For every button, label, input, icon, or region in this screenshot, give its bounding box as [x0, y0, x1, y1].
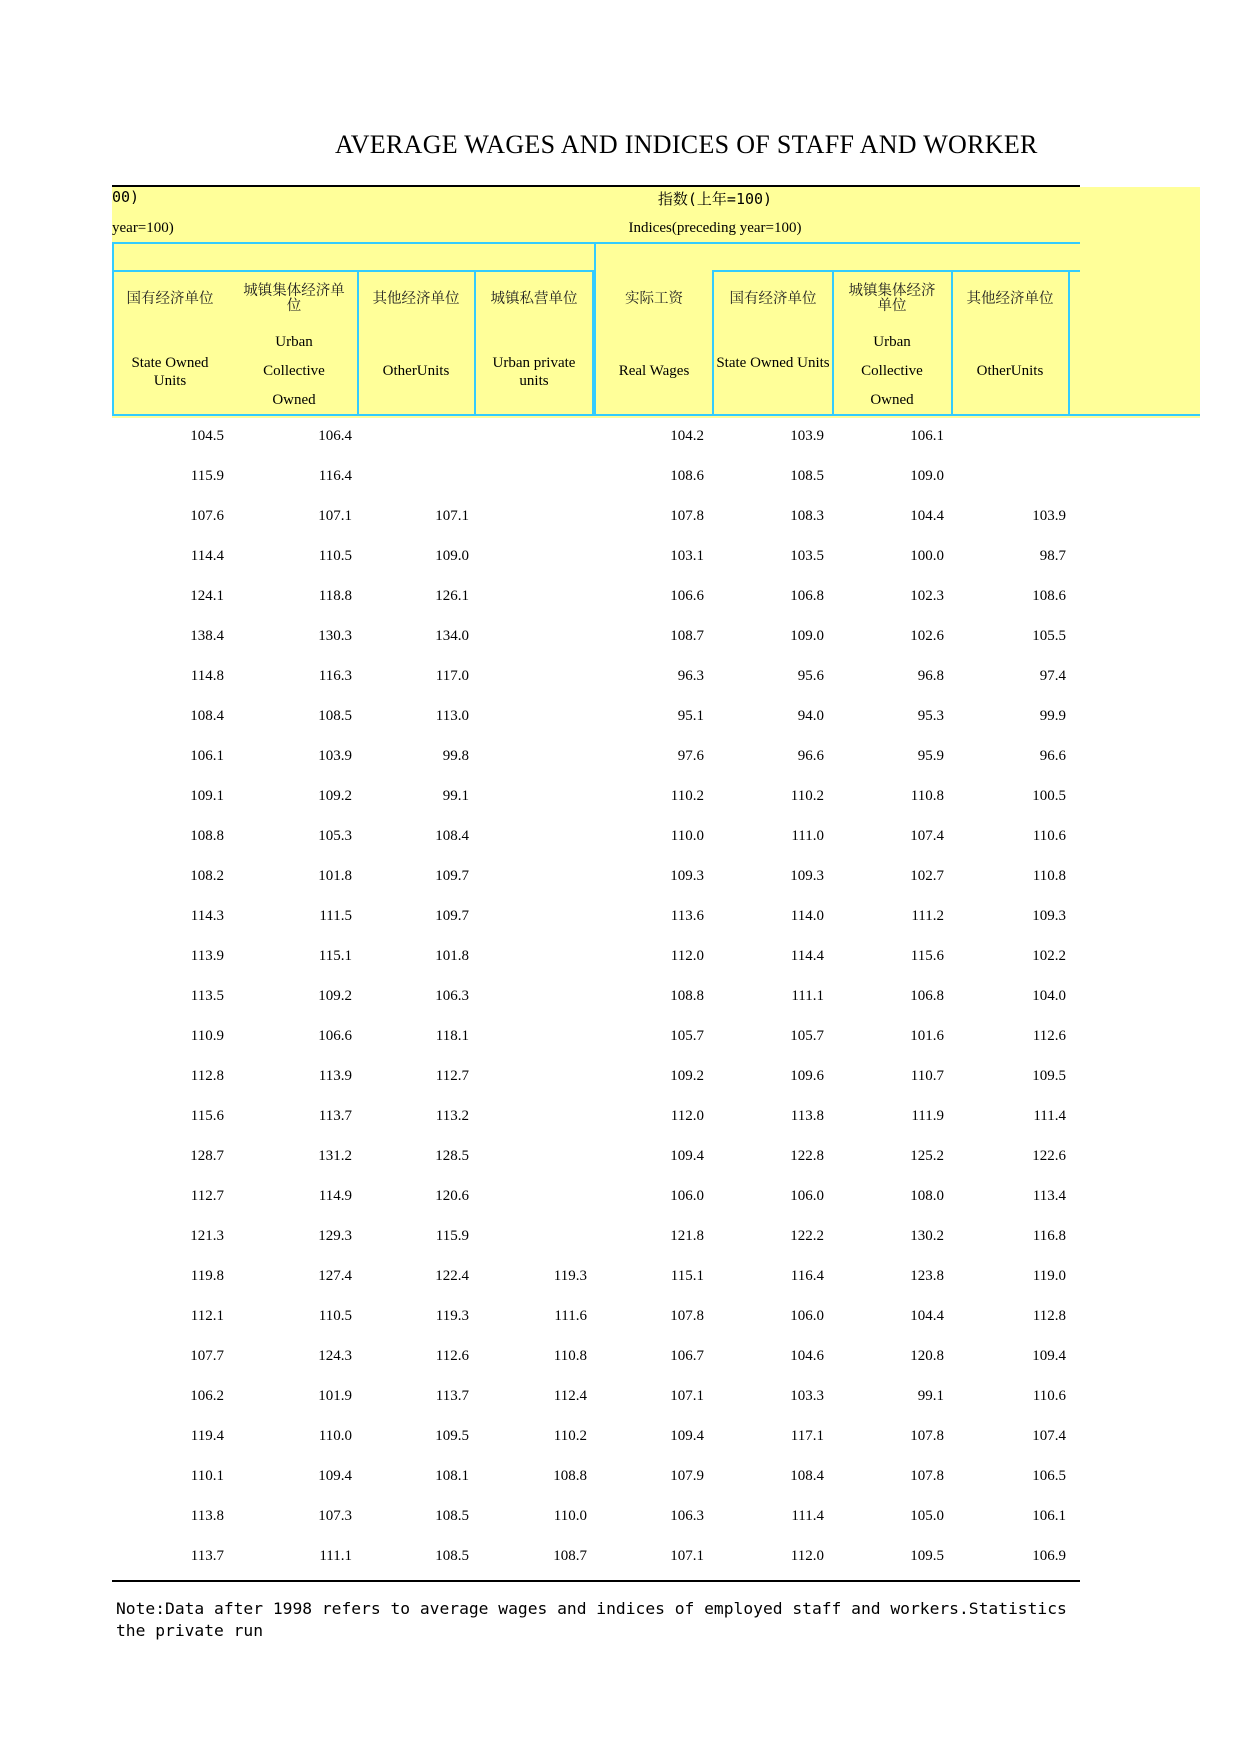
table-cell: 125.2 — [910, 1148, 944, 1164]
table-cell: 112.8 — [190, 1068, 224, 1084]
col-header-urban-private: 城镇私营单位 Urban private units — [490, 291, 578, 389]
table-cell — [487, 1096, 587, 1136]
table-cell: 109.3 — [1032, 908, 1066, 924]
table-cell: 115.6 — [190, 1108, 224, 1124]
table-cell — [487, 1056, 587, 1096]
table-cell: 108.6 — [670, 468, 704, 484]
table-cell: 108.7 — [670, 628, 704, 644]
table-row — [112, 1336, 1080, 1376]
table-cell: 113.8 — [790, 1108, 824, 1124]
table-cell: 95.9 — [917, 748, 944, 764]
table-cell: 108.0 — [910, 1188, 944, 1204]
table-row — [112, 1176, 1080, 1216]
table-cell — [487, 1176, 587, 1216]
table-cell: 112.8 — [1032, 1308, 1066, 1324]
table-cell: 119.0 — [1032, 1268, 1066, 1284]
col-header-urban-collective: 城镇集体经济单位 Urban Collective Owned — [243, 283, 345, 408]
table-cell: 122.8 — [790, 1148, 824, 1164]
table-cell: 107.1 — [670, 1388, 704, 1404]
table-cell: 131.2 — [318, 1148, 352, 1164]
table-cell: 96.6 — [1039, 748, 1066, 764]
table-cell: 110.8 — [910, 788, 944, 804]
table-cell: 106.4 — [318, 428, 352, 444]
table-cell: 110.0 — [670, 828, 704, 844]
table-cell: 97.6 — [677, 748, 704, 764]
table-cell: 111.4 — [791, 1508, 824, 1524]
table-cell: 110.1 — [190, 1468, 224, 1484]
table-cell: 130.3 — [318, 628, 352, 644]
table-cell: 108.5 — [790, 468, 824, 484]
table-cell: 110.8 — [553, 1348, 587, 1364]
table-cell: 112.0 — [670, 948, 704, 964]
table-cell: 113.4 — [1032, 1188, 1066, 1204]
col-header-other-units: 其他经济单位 OtherUnits — [966, 291, 1054, 379]
table-cell: 96.3 — [677, 668, 704, 684]
table-cell: 115.9 — [435, 1228, 469, 1244]
table-cell: 116.4 — [790, 1268, 824, 1284]
table-cell: 113.5 — [190, 988, 224, 1004]
table-cell: 110.8 — [1032, 868, 1066, 884]
table-cell: 95.3 — [917, 708, 944, 724]
table-cell: 116.8 — [1032, 1228, 1066, 1244]
table-cell: 118.1 — [435, 1028, 469, 1044]
table-cell: 107.1 — [435, 508, 469, 524]
table-row — [112, 1296, 1080, 1336]
table-cell: 107.4 — [1032, 1428, 1066, 1444]
table-cell: 110.6 — [1032, 1388, 1066, 1404]
table-cell: 105.0 — [910, 1508, 944, 1524]
table-row — [112, 1096, 1080, 1136]
table-cell — [487, 416, 587, 456]
table-cell: 100.0 — [910, 548, 944, 564]
table-cell: 99.1 — [917, 1388, 944, 1404]
header-divider — [474, 270, 476, 416]
table-cell: 124.3 — [318, 1348, 352, 1364]
table-cell: 102.7 — [910, 868, 944, 884]
table-cell: 121.3 — [190, 1228, 224, 1244]
table-cell: 117.1 — [790, 1428, 824, 1444]
table-row — [112, 1416, 1080, 1456]
table-cell: 103.9 — [318, 748, 352, 764]
header-divider — [951, 270, 953, 416]
table-cell: 106.1 — [910, 428, 944, 444]
table-cell: 111.1 — [319, 1548, 352, 1564]
table-cell — [487, 1016, 587, 1056]
table-cell: 110.2 — [790, 788, 824, 804]
table-cell: 122.4 — [435, 1268, 469, 1284]
table-cell: 107.1 — [670, 1548, 704, 1564]
table-cell: 113.8 — [190, 1508, 224, 1524]
table-cell: 114.9 — [318, 1188, 352, 1204]
table-cell — [487, 976, 587, 1016]
table-cell: 106.0 — [670, 1188, 704, 1204]
table-cell: 108.4 — [190, 708, 224, 724]
table-cell: 99.9 — [1039, 708, 1066, 724]
table-cell — [487, 1136, 587, 1176]
table-cell: 101.8 — [435, 948, 469, 964]
table-cell: 119.4 — [190, 1428, 224, 1444]
table-cell: 108.3 — [790, 508, 824, 524]
table-cell: 110.2 — [670, 788, 704, 804]
table-cell: 97.4 — [1039, 668, 1066, 684]
table-cell — [487, 456, 587, 496]
indices-header-cn: 指数(上年=100) — [657, 190, 773, 208]
table-cell: 106.8 — [790, 588, 824, 604]
table-row — [112, 536, 1080, 576]
table-row — [112, 856, 1080, 896]
table-cell: 107.6 — [190, 508, 224, 524]
table-cell: 108.6 — [1032, 588, 1066, 604]
table-cell: 114.0 — [790, 908, 824, 924]
table-cell: 109.2 — [670, 1068, 704, 1084]
table-cell: 98.7 — [1039, 548, 1066, 564]
table-cell: 107.8 — [670, 1308, 704, 1324]
table-cell: 102.3 — [910, 588, 944, 604]
table-cell: 107.8 — [910, 1468, 944, 1484]
table-cell: 114.3 — [190, 908, 224, 924]
table-cell: 128.5 — [435, 1148, 469, 1164]
table-cell: 128.7 — [190, 1148, 224, 1164]
table-cell: 115.1 — [670, 1268, 704, 1284]
table-cell — [487, 1216, 587, 1256]
table-cell: 108.5 — [435, 1548, 469, 1564]
table-cell: 127.4 — [318, 1268, 352, 1284]
table-cell: 113.9 — [190, 948, 224, 964]
table-row — [112, 456, 1080, 496]
table-cell: 105.7 — [790, 1028, 824, 1044]
table-cell: 113.7 — [435, 1388, 469, 1404]
table-cell: 121.8 — [670, 1228, 704, 1244]
table-cell: 111.4 — [1033, 1108, 1066, 1124]
table-cell: 126.1 — [435, 588, 469, 604]
table-cell: 106.5 — [1032, 1468, 1066, 1484]
table-cell: 115.1 — [318, 948, 352, 964]
table-cell: 109.4 — [670, 1428, 704, 1444]
table-cell: 107.8 — [910, 1428, 944, 1444]
table-cell: 107.9 — [670, 1468, 704, 1484]
page-title: AVERAGE WAGES AND INDICES OF STAFF AND WORKER — [335, 130, 1038, 159]
table-row — [112, 1536, 1080, 1576]
table-cell: 116.3 — [318, 668, 352, 684]
table-cell: 120.6 — [435, 1188, 469, 1204]
table-row — [112, 656, 1080, 696]
table-cell: 115.9 — [190, 468, 224, 484]
table-cell: 113.2 — [435, 1108, 469, 1124]
table-cell: 111.2 — [911, 908, 944, 924]
table-cell: 106.6 — [318, 1028, 352, 1044]
table-cell: 113.6 — [670, 908, 704, 924]
table-cell: 106.1 — [1032, 1508, 1066, 1524]
table-cell: 107.7 — [190, 1348, 224, 1364]
table-cell — [487, 496, 587, 536]
table-cell: 107.4 — [910, 828, 944, 844]
table-cell: 110.9 — [190, 1028, 224, 1044]
table-cell: 109.4 — [1032, 1348, 1066, 1364]
table-cell: 105.7 — [670, 1028, 704, 1044]
table-cell: 109.6 — [790, 1068, 824, 1084]
table-cell: 109.7 — [435, 908, 469, 924]
table-cell: 112.4 — [553, 1388, 587, 1404]
table-cell: 109.3 — [670, 868, 704, 884]
table-cell: 119.3 — [435, 1308, 469, 1324]
table-cell: 113.7 — [318, 1108, 352, 1124]
table-cell: 108.1 — [435, 1468, 469, 1484]
table-cell: 108.7 — [553, 1548, 587, 1564]
table-cell: 96.6 — [797, 748, 824, 764]
table-cell: 102.2 — [1032, 948, 1066, 964]
header-rule — [112, 242, 1080, 244]
table-cell: 110.0 — [318, 1428, 352, 1444]
table-cell: 110.0 — [553, 1508, 587, 1524]
table-row — [112, 936, 1080, 976]
table-cell: 106.3 — [435, 988, 469, 1004]
left-group-cn-fragment: 00) — [112, 188, 140, 206]
table-cell: 109.3 — [790, 868, 824, 884]
table-cell: 112.1 — [190, 1308, 224, 1324]
table-bottom-rule — [112, 1580, 1080, 1582]
table-cell: 108.8 — [553, 1468, 587, 1484]
table-cell: 101.6 — [910, 1028, 944, 1044]
table-row — [112, 496, 1080, 536]
table-row — [112, 976, 1080, 1016]
table-row — [112, 616, 1080, 656]
table-cell: 110.5 — [318, 1308, 352, 1324]
table-cell: 109.5 — [910, 1548, 944, 1564]
table-row — [112, 896, 1080, 936]
table-cell: 111.9 — [911, 1108, 944, 1124]
table-cell — [487, 896, 587, 936]
table-row — [112, 1056, 1080, 1096]
table-cell: 119.3 — [553, 1268, 587, 1284]
table-cell: 109.7 — [435, 868, 469, 884]
table-cell: 114.4 — [790, 948, 824, 964]
table-cell: 120.8 — [910, 1348, 944, 1364]
table-cell: 108.4 — [435, 828, 469, 844]
table-cell — [966, 416, 1066, 456]
table-cell: 106.3 — [670, 1508, 704, 1524]
table-cell: 108.5 — [318, 708, 352, 724]
table-cell: 110.2 — [553, 1428, 587, 1444]
left-group-en-fragment: year=100) — [112, 220, 174, 236]
table-cell: 106.0 — [790, 1188, 824, 1204]
table-cell: 122.2 — [790, 1228, 824, 1244]
table-row — [112, 1216, 1080, 1256]
table-cell: 119.8 — [190, 1268, 224, 1284]
header-divider — [832, 270, 834, 416]
table-cell: 106.0 — [790, 1308, 824, 1324]
table-cell: 104.2 — [670, 428, 704, 444]
table-cell: 112.0 — [670, 1108, 704, 1124]
table-cell: 107.1 — [318, 508, 352, 524]
table-cell: 117.0 — [435, 668, 469, 684]
table-cell — [487, 856, 587, 896]
table-cell: 109.5 — [1032, 1068, 1066, 1084]
table-cell — [487, 576, 587, 616]
table-cell: 103.9 — [1032, 508, 1066, 524]
header-divider — [357, 270, 359, 416]
table-row — [112, 1136, 1080, 1176]
table-cell — [369, 416, 469, 456]
table-cell: 109.0 — [790, 628, 824, 644]
table-cell: 108.8 — [190, 828, 224, 844]
table-cell: 123.8 — [910, 1268, 944, 1284]
table-cell: 104.4 — [910, 508, 944, 524]
table-cell: 118.8 — [318, 588, 352, 604]
table-cell: 112.6 — [1032, 1028, 1066, 1044]
table-cell — [487, 736, 587, 776]
col-header-state-owned: 国有经济单位 State Owned Units — [126, 291, 214, 389]
table-cell: 129.3 — [318, 1228, 352, 1244]
table-row — [112, 1456, 1080, 1496]
table-cell — [966, 456, 1066, 496]
table-cell — [487, 616, 587, 656]
table-cell: 110.6 — [1032, 828, 1066, 844]
table-cell: 104.4 — [910, 1308, 944, 1324]
table-cell: 108.2 — [190, 868, 224, 884]
table-cell: 106.6 — [670, 588, 704, 604]
indices-header-en: Indices(preceding year=100) — [628, 220, 802, 236]
table-cell: 112.6 — [435, 1348, 469, 1364]
table-cell: 113.9 — [318, 1068, 352, 1084]
table-row — [112, 1376, 1080, 1416]
table-cell: 115.6 — [910, 948, 944, 964]
table-cell: 130.2 — [910, 1228, 944, 1244]
table-cell: 109.2 — [318, 788, 352, 804]
table-cell: 111.5 — [319, 908, 352, 924]
table-row — [112, 696, 1080, 736]
table-cell: 109.5 — [435, 1428, 469, 1444]
table-row — [112, 736, 1080, 776]
table-cell — [487, 936, 587, 976]
table-cell: 113.0 — [435, 708, 469, 724]
col-header-state-owned: 国有经济单位 State Owned Units — [716, 291, 830, 371]
table-cell: 114.8 — [190, 668, 224, 684]
table-cell: 106.9 — [1032, 1548, 1066, 1564]
table-cell: 107.3 — [318, 1508, 352, 1524]
table-cell: 109.0 — [435, 548, 469, 564]
table-cell: 95.1 — [677, 708, 704, 724]
table-cell — [487, 656, 587, 696]
table-cell: 104.0 — [1032, 988, 1066, 1004]
table-cell: 102.6 — [910, 628, 944, 644]
table-row — [112, 416, 1080, 456]
table-row — [112, 816, 1080, 856]
table-cell: 111.6 — [554, 1308, 587, 1324]
footnote: Note:Data after 1998 refers to average wages and indices of employed staff and workers.Statistics the private run — [116, 1599, 1067, 1640]
table-cell: 109.4 — [670, 1148, 704, 1164]
table-cell: 103.9 — [790, 428, 824, 444]
table-cell: 103.3 — [790, 1388, 824, 1404]
table-cell: 114.4 — [190, 548, 224, 564]
table-cell: 106.8 — [910, 988, 944, 1004]
table-cell: 95.6 — [797, 668, 824, 684]
table-cell: 101.9 — [318, 1388, 352, 1404]
table-cell — [487, 696, 587, 736]
table-cell — [487, 816, 587, 856]
header-divider — [594, 242, 596, 416]
table-cell: 104.5 — [190, 428, 224, 444]
table-cell: 122.6 — [1032, 1148, 1066, 1164]
col-header-urban-collective: 城镇集体经济单位 Urban Collective Owned — [848, 283, 936, 408]
table-cell: 104.6 — [790, 1348, 824, 1364]
table-cell: 112.0 — [790, 1548, 824, 1564]
table-cell: 109.2 — [318, 988, 352, 1004]
table-cell — [369, 456, 469, 496]
table-cell: 105.5 — [1032, 628, 1066, 644]
table-cell: 96.8 — [917, 668, 944, 684]
table-row — [112, 576, 1080, 616]
table-cell: 100.5 — [1032, 788, 1066, 804]
table-cell: 106.1 — [190, 748, 224, 764]
table-cell: 112.7 — [435, 1068, 469, 1084]
table-row — [112, 1496, 1080, 1536]
table-cell: 103.1 — [670, 548, 704, 564]
table-cell: 99.1 — [442, 788, 469, 804]
table-cell: 110.5 — [318, 548, 352, 564]
table-cell: 110.7 — [910, 1068, 944, 1084]
table-row — [112, 1256, 1080, 1296]
table-cell: 113.7 — [190, 1548, 224, 1564]
header-divider — [712, 270, 714, 416]
table-cell: 108.5 — [435, 1508, 469, 1524]
table-cell: 112.7 — [190, 1188, 224, 1204]
col-header-other-units: 其他经济单位 OtherUnits — [372, 291, 460, 379]
table-cell: 106.2 — [190, 1388, 224, 1404]
table-cell — [487, 536, 587, 576]
table-cell: 109.4 — [318, 1468, 352, 1484]
table-row — [112, 1016, 1080, 1056]
table-cell: 107.8 — [670, 508, 704, 524]
table-cell: 124.1 — [190, 588, 224, 604]
table-cell: 101.8 — [318, 868, 352, 884]
table-cell: 134.0 — [435, 628, 469, 644]
table-cell: 99.8 — [442, 748, 469, 764]
table-cell — [487, 776, 587, 816]
header-divider — [1068, 270, 1070, 416]
table-cell: 108.4 — [790, 1468, 824, 1484]
table-cell: 109.1 — [190, 788, 224, 804]
table-cell: 138.4 — [190, 628, 224, 644]
table-cell: 111.0 — [791, 828, 824, 844]
table-cell: 105.3 — [318, 828, 352, 844]
table-cell: 106.7 — [670, 1348, 704, 1364]
table-cell: 103.5 — [790, 548, 824, 564]
col-header-real-wages: 实际工资 Real Wages — [618, 291, 690, 379]
table-row — [112, 776, 1080, 816]
table-cell: 108.8 — [670, 988, 704, 1004]
table-cell: 111.1 — [791, 988, 824, 1004]
table-cell: 109.0 — [910, 468, 944, 484]
table-cell: 94.0 — [797, 708, 824, 724]
table-cell: 116.4 — [318, 468, 352, 484]
